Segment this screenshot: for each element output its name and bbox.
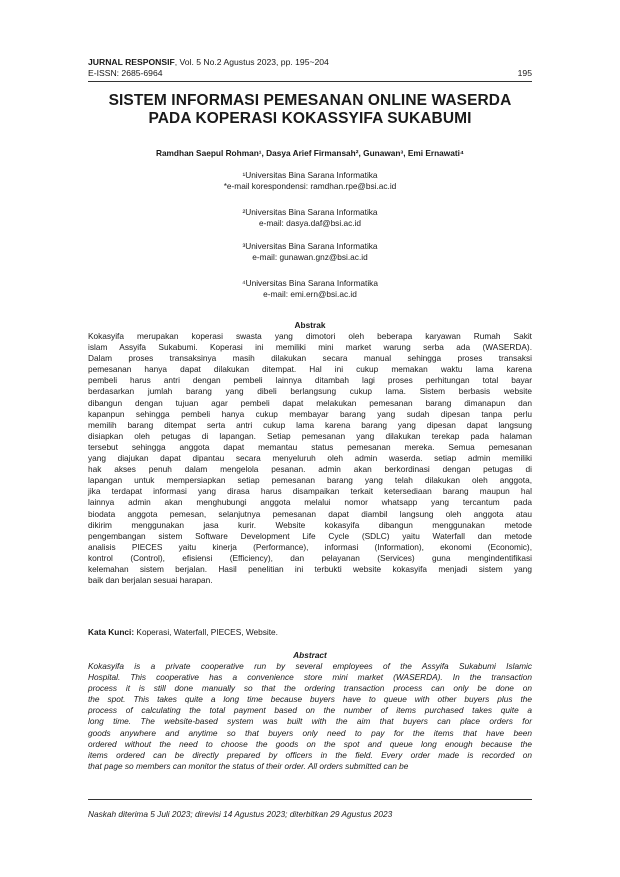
- abstract-line: islam Assyifa Sukabumi. Koperasi ini memiliki mini market warung serba ada (WASERDA).: [88, 342, 532, 353]
- affiliation-2: [88, 207, 532, 229]
- journal-issn: E-ISSN: 2685-6964: [88, 68, 163, 78]
- affiliation-institution: ²Universitas Bina Sarana Informatika: [242, 207, 378, 217]
- abstract-line: hak akses penuh dalam mengelola pesanan. admin akan berkordinasi dengan petugas di: [88, 464, 532, 475]
- affiliation-1: [88, 170, 532, 192]
- abstract-line: kapanpun sehingga pembeli hanya cukup membayar barang yang sudah dipesan tanpa perlu: [88, 408, 532, 419]
- abstract-line: items ordered can be directly prepared by officers in the field. Every order made is recorded on: [88, 749, 532, 760]
- affiliation-institution: ⁴Universitas Bina Sarana Informatika: [242, 278, 378, 288]
- abstract-line: pengembangan sistem Software Development Life Cycle (SDLC) yaitu Waterfall dan metode: [88, 530, 532, 541]
- abstract-heading: Abstract: [293, 650, 327, 660]
- affiliation-email: e-mail: gunawan.gnz@bsi.ac.id: [252, 252, 368, 262]
- affiliation-institution: ³Universitas Bina Sarana Informatika: [242, 241, 378, 251]
- keywords-label: Kata Kunci:: [88, 627, 135, 637]
- abstract-line: kontrol (Control), efisiensi (Efficiency), dan pelayanan (Services) guna mengindentifikasi: [88, 552, 532, 563]
- abstract-line: lapangan untuk mempersiapkan setiap pemesanan barang yang telah dilakukan oleh anggota,: [88, 475, 532, 486]
- keywords-text: Koperasi, Waterfall, PIECES, Website.: [134, 627, 278, 637]
- affiliation-institution: ¹Universitas Bina Sarana Informatika: [242, 170, 378, 180]
- affiliation-email: *e-mail korespondensi: ramdhan.rpe@bsi.ac.id: [223, 181, 397, 191]
- abstract-line: kelemahan sistem berjalan. Hasil penelitian ini terbukti website kokasyifa menjadi sistem yang: [88, 563, 532, 574]
- header-rule: [88, 81, 532, 82]
- affiliation-email: e-mail: dasya.daf@bsi.ac.id: [258, 218, 362, 228]
- abstract-line: berdasarkan jumlah barang yang dibeli berlangsung cukup lama. Sistem berbasis website: [88, 386, 532, 397]
- journal-citation: [88, 57, 532, 68]
- keywords: [88, 627, 532, 638]
- affiliation-3: [88, 241, 532, 263]
- abstract-line: dibangun dengan tujuan agar pembeli dapat melakukan pemesanan barang dimanapun dan: [88, 397, 532, 408]
- abstract-line: process of calculating the total payment based on the number of items purchased takes quite a: [88, 705, 532, 716]
- paper-title: [80, 92, 540, 128]
- manuscript-dates: Naskah diterima 5 Juli 2023; direvisi 14 Agustus 2023; diterbitkan 29 Agustus 2023: [88, 809, 393, 819]
- journal-header: [88, 57, 532, 79]
- abstract-body: [88, 661, 532, 772]
- paper-title-line: SISTEM INFORMASI PEMESANAN ONLINE WASERDA: [108, 92, 512, 109]
- abstract-line: Kokasyifa is a private cooperative run by several employees of the Assyifa Sukabumi Islamic: [88, 661, 532, 671]
- abstract-line: tersebut sehingga anggota dapat memantau status pemesanan mereka. Semua pemesanan: [88, 441, 532, 452]
- abstract-line: dikirim menggunakan jasa kurir. Website kokasyifa dibangun menggunakan metode: [88, 519, 532, 530]
- abstract-line: Hospital. This cooperative has a convenience store mini market (WASERDA). In the transaction: [88, 672, 532, 683]
- author-list: Ramdhan Saepul Rohman¹, Dasya Arief Firmansah², Gunawan³, Emi Ernawati⁴: [155, 148, 465, 158]
- journal-volume: , Vol. 5 No.2 Agustus 2023, pp. 195~204: [174, 57, 329, 67]
- abstract-line: ordered without the need to choose the goods on the spot and queue long enough because the: [88, 738, 532, 749]
- abstract-line: yang diajukan dapat dipantau secara menyeluruh oleh admin waserda. setiap admin memiliki: [88, 453, 532, 464]
- abstract-line: that page so members can monitor the status of their order. All orders submitted can be: [88, 760, 409, 771]
- paper-title-line: PADA KOPERASI KOKASSYIFA SUKABUMI: [148, 110, 472, 127]
- abstract-line: jika terdapat informasi yang dirasa harus disampaikan terkait ketersediaan barang maupun hal: [88, 486, 532, 497]
- abstrak-heading: Abstrak: [294, 320, 326, 330]
- journal-name: JURNAL RESPONSIF: [88, 57, 175, 67]
- abstract-line: long time. The website-based system was built with the aim that buyers can place orders for: [88, 716, 532, 727]
- footer-rule: [88, 799, 532, 800]
- abstract-line: pemesanan hanya dapat dilakukan ditempat. Hal ini cukup memakan waktu lama karena: [88, 364, 532, 375]
- abstract-line: analisis PIECES yaitu kinerja (Performance), informasi (Information), ekonomi (Economic),: [88, 541, 532, 552]
- abstrak-body: [88, 331, 532, 586]
- affiliation-email: e-mail: emi.ern@bsi.ac.id: [263, 289, 357, 299]
- abstract-line: lainnya admin akan menghubungi anggota melalui nomor whatsapp yang tercantum pada: [88, 497, 532, 508]
- abstract-line: goods anywhere and anytime so that buyers only need to pay for the items that have been: [88, 727, 532, 738]
- abstract-line: the spot. This takes quite a long time because buyers have to queue with other buyers plus the: [88, 694, 532, 705]
- abstract-line: baik dan berjalan sesuai harapan.: [88, 575, 213, 586]
- affiliation-4: [88, 278, 532, 300]
- page-number: 195: [517, 68, 532, 78]
- abstract-line: memilih barang ditempat serta antri cukup lama karena barang yang dipesan dapat langsung: [88, 419, 532, 430]
- abstract-line: disiapkan oleh petugas di lapangan. Setiap pemesanan yang dilakukan terekap pada halaman: [88, 430, 532, 441]
- abstract-line: pembeli harus antri dengan pembeli lainnya ditambah lagi proses perhitungan total bayar: [88, 375, 532, 386]
- abstract-line: process it is still done manually so that the ordering transaction process can only be done on: [88, 683, 532, 694]
- abstract-line: biodata anggota pemesan, selanjutnya pemesanan dapat diambil langsung oleh anggota atau: [88, 508, 532, 519]
- abstract-line: Dalam proses transaksinya masih dilakukan secara manual sehingga proses transaksi: [88, 353, 532, 364]
- abstract-line: Kokasyifa merupakan koperasi swasta yang dimotori oleh beberapa karyawan Rumah Sakit: [88, 331, 532, 341]
